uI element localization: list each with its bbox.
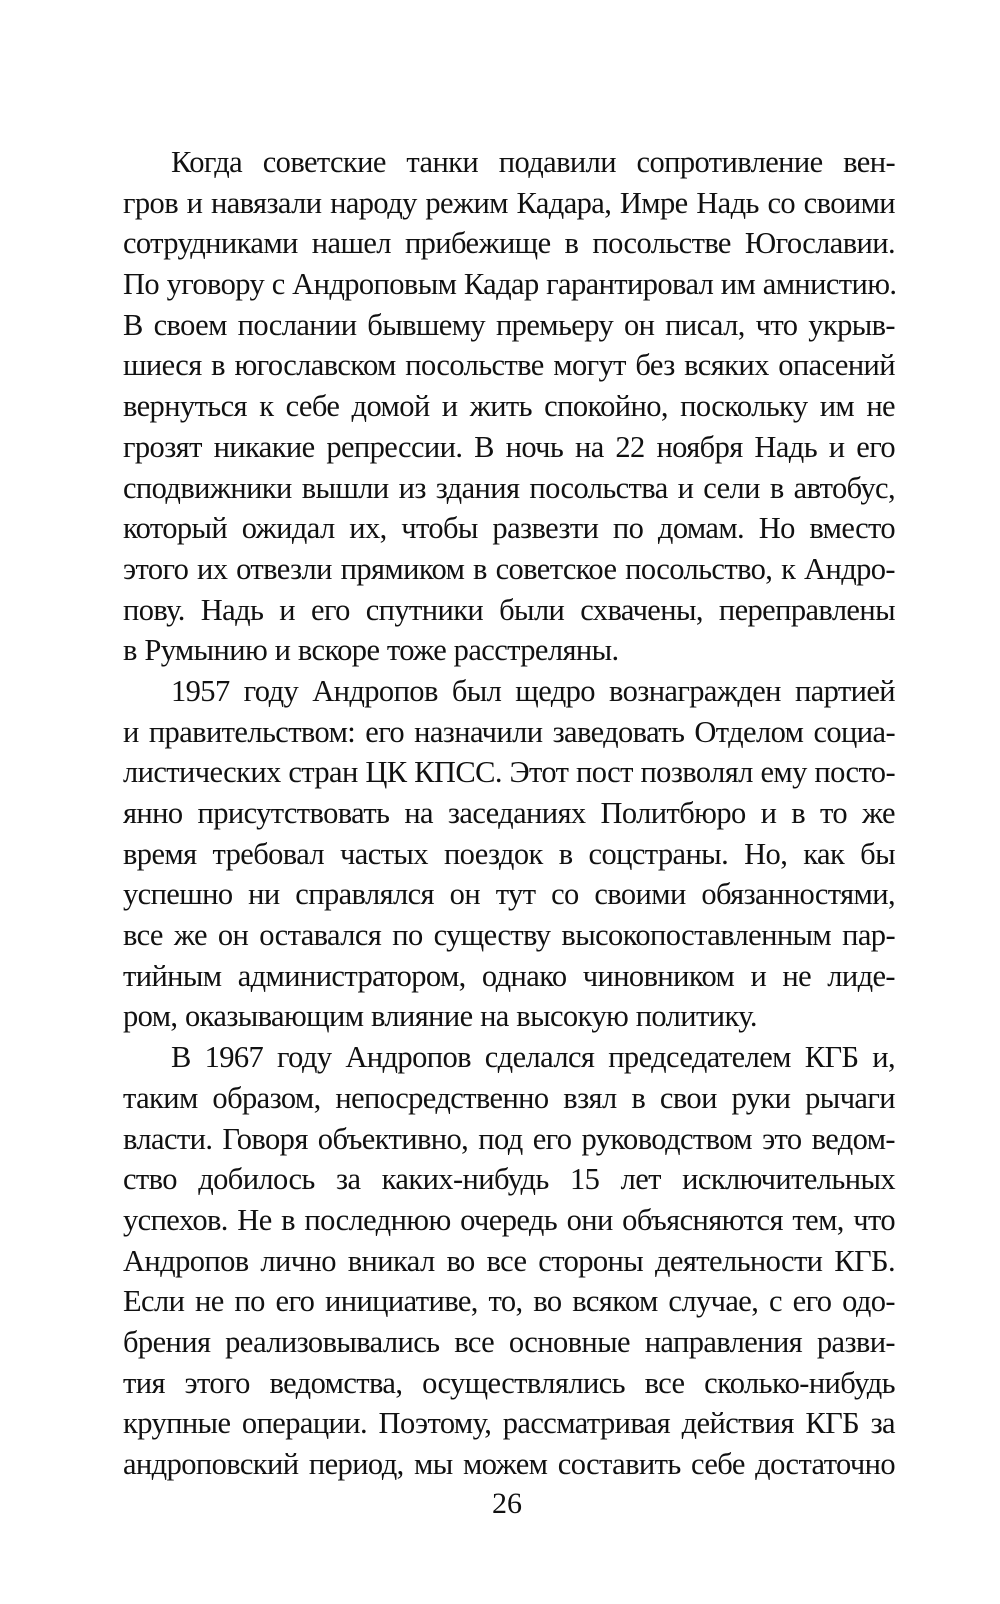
text-line: все же он оставался по существу высокопоставленным пар- [123, 918, 895, 953]
text-line: 1957 году Андропов был щедро вознагражден партией [171, 673, 895, 708]
text-line: сподвижники вышли из здания посольства и сели в автобус, [123, 470, 895, 505]
text-line: время требовал частых поездок в соцстраны. Но, как бы [123, 836, 895, 871]
text-line: В своем послании бывшему премьеру он писал, что укрыв- [123, 307, 895, 342]
text-line: ство добилось за каких-нибудь 15 лет исключительных [123, 1162, 895, 1197]
paragraph [123, 142, 895, 671]
text-line: грозят никакие репрессии. В ночь на 22 ноября Надь и его [123, 429, 895, 464]
text-line: крупные операции. Поэтому, рассматривая действия КГБ за [123, 1406, 895, 1441]
text-line: власти. Говоря объективно, под его руководством это ведом- [123, 1121, 895, 1156]
paragraph [123, 671, 895, 1037]
text-line: который ожидал их, чтобы развезти по домам. Но вместо [123, 511, 895, 546]
text-line: успехов. Не в последнюю очередь они объясняются тем, что [123, 1202, 895, 1237]
text-line: гров и навязали народу режим Кадара, Имре Надь со своими [123, 185, 895, 220]
text-line: успешно ни справлялся он тут со своими обязанностями, [123, 877, 895, 912]
text-line: ром, оказывающим влияние на высокую политику. [123, 999, 757, 1034]
text-line: тийным администратором, однако чиновником и не лиде- [123, 958, 895, 993]
body-text [123, 142, 895, 1485]
text-line: В 1967 году Андропов сделался председателем КГБ и, [171, 1040, 895, 1075]
text-line: андроповский период, мы можем составить себе достаточно [123, 1447, 895, 1481]
page-number: 26 [492, 1487, 522, 1520]
text-line: тия этого ведомства, осуществлялись все сколько-нибудь [123, 1365, 895, 1400]
text-line: таким образом, непосредственно взял в свои руки рычаги [123, 1080, 895, 1115]
text-line: вернуться к себе домой и жить спокойно, поскольку им не [123, 389, 895, 424]
text-line: в Румынию и вскоре тоже расстреляны. [123, 633, 619, 668]
text-line: этого их отвезли прямиком в советское посольство, к Андро- [123, 551, 895, 586]
text-line: листических стран ЦК КПСС. Этот пост позволял ему посто- [123, 755, 895, 790]
text-line: и правительством: его назначили заведовать Отделом социа- [123, 714, 895, 749]
text-line: янно присутствовать на заседаниях Политбюро и в то же [123, 796, 895, 830]
text-line: брения реализовывались все основные направления разви- [123, 1324, 895, 1359]
text-line: Андропов лично вникал во все стороны деятельности КГБ. [123, 1243, 895, 1278]
text-line: пову. Надь и его спутники были схвачены, переправлены [123, 592, 895, 627]
text-line: Если не по его инициативе, то, во всяком случае, с его одо- [123, 1284, 895, 1319]
text-line: Когда советские танки подавили сопротивление вен- [171, 145, 895, 179]
text-line: сотрудниками нашел прибежище в посольстве Югославии. [123, 226, 895, 261]
paragraph [123, 1037, 895, 1485]
text-line: шиеся в югославском посольстве могут без всяких опасений [123, 348, 895, 383]
text-line: По уговору с Андроповым Кадар гарантировал им амнистию. [123, 267, 897, 302]
